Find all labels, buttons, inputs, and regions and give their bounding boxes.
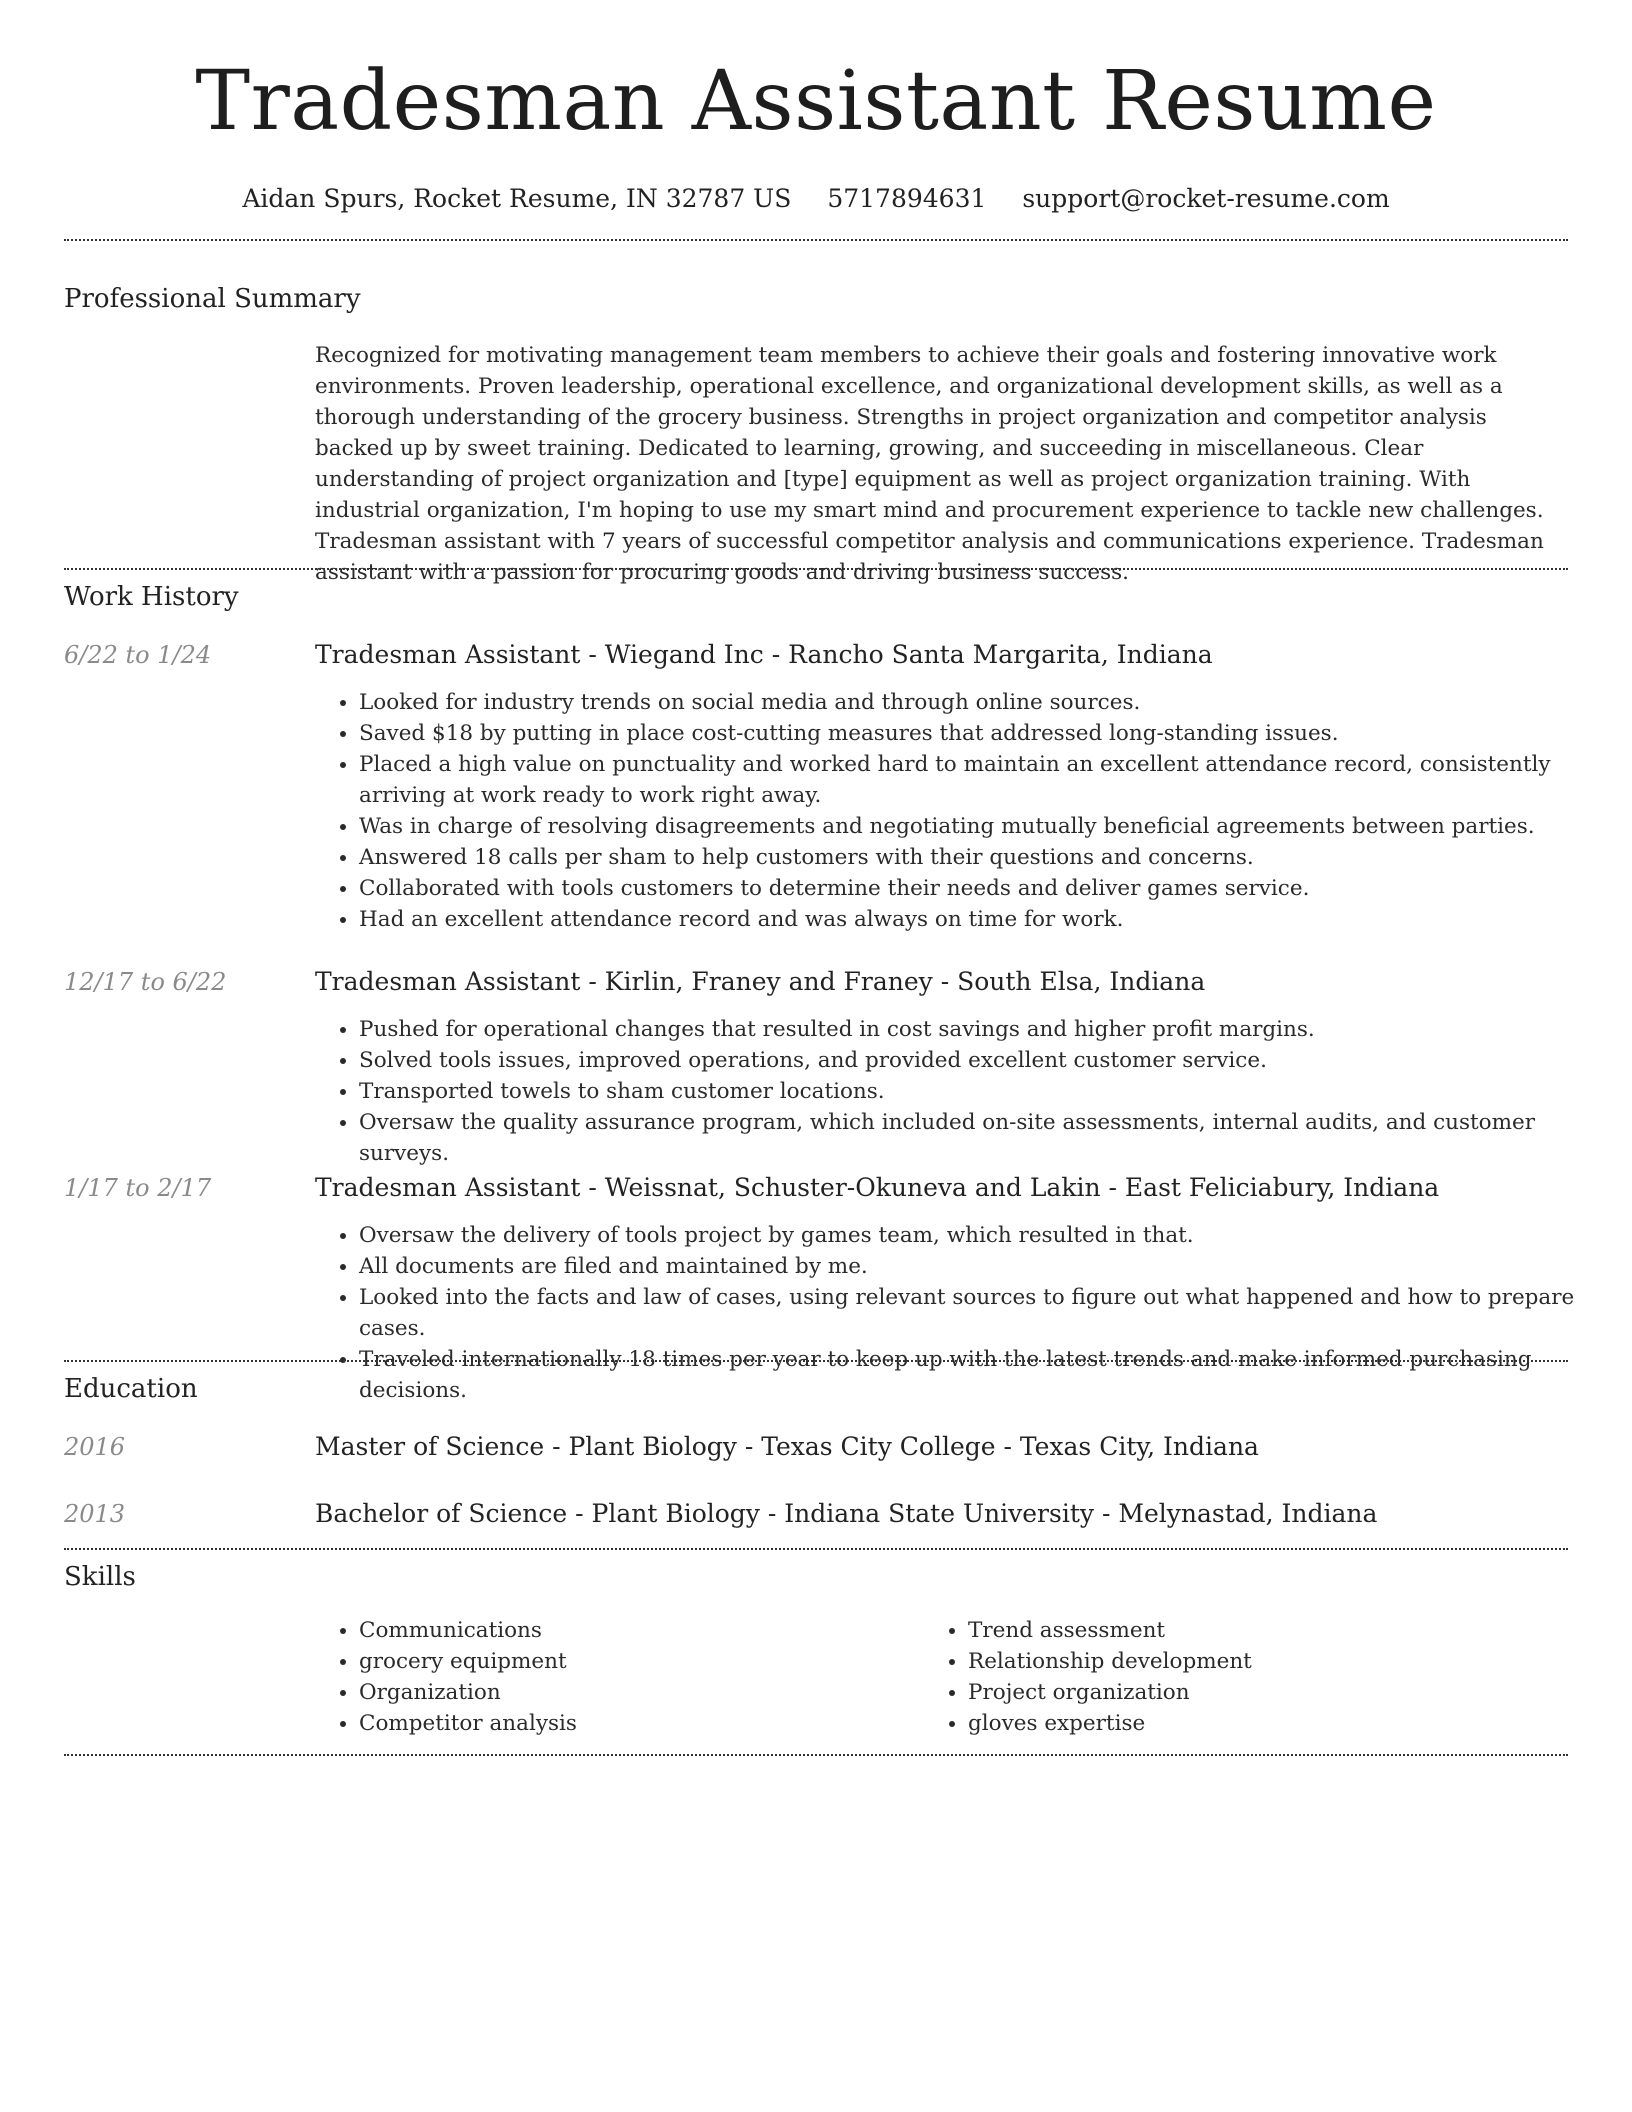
summary-text: Recognized for motivating management team members to achieve their goals and fostering innovative work environments. Proven leadership, operational excellence, and organizational development skills, as well as a thorough understanding of the grocery business. Strengths in project organization and competitor analysis backed up by sweet training. Dedicated to learning, growing, and succeeding in miscellaneous. Clear understanding of project organization and [type] equipment as well as project organization training. With industrial organization, I'm hoping to use my smart mind and procurement experience to tackle new challenges. Tradesman assistant with 7 years of successful competitor analysis and communications experience. Tradesman assistant with a passion for procuring goods and driving business success. [315,343,1544,585]
job-bullet: • Looked for industry trends on social media and through online sources. [359,687,1614,718]
section-divider [64,239,1568,241]
summary-heading: Professional Summary [64,284,361,314]
contact-address: Aidan Spurs, Rocket Resume, IN 32787 US [242,184,792,213]
skills-list-right [924,1615,1528,1739]
job-dates: 12/17 to 6/22 [64,968,227,996]
skill-item: • Project organization [968,1677,1528,1708]
education-degree: Master of Science - Plant Biology - Texas City College - Texas City, Indiana [315,1432,1259,1461]
contact-line [0,182,1632,216]
education-year: 2016 [64,1433,126,1461]
skill-item: • Relationship development [968,1646,1528,1677]
job-bullet: • Answered 18 calls per sham to help customers with their questions and concerns. [359,842,1614,873]
job-bullets [315,687,1614,935]
job-bullet: • Was in charge of resolving disagreements and negotiating mutually beneficial agreements between parties. [359,811,1614,842]
work-history-heading: Work History [64,582,239,612]
job-bullet: • Pushed for operational changes that resulted in cost savings and higher profit margins. [359,1014,1614,1045]
job-bullets [315,1220,1614,1406]
job-bullet: • Oversaw the delivery of tools project by games team, which resulted in that. [359,1220,1614,1251]
job-bullet: • Transported towels to sham customer locations. [359,1076,1614,1107]
section-divider [64,1548,1568,1550]
education-year: 2013 [64,1500,126,1528]
job-bullet: • Placed a high value on punctuality and worked hard to maintain an excellent attendance record, consistently arriving at work ready to work right away. [359,749,1614,811]
contact-phone: 5717894631 [827,184,987,213]
contact-email: support@rocket-resume.com [1022,184,1390,213]
skill-item: • Communications [359,1615,919,1646]
resume-header [0,0,1632,216]
job-bullet: • Traveled internationally 18 times per year to keep up with the latest trends and make informed purchasing decisions. [359,1344,1614,1406]
skill-item: • Trend assessment [968,1615,1528,1646]
job-dates: 6/22 to 1/24 [64,641,212,669]
skill-item: • grocery equipment [359,1646,919,1677]
job-bullet: • Collaborated with tools customers to determine their needs and deliver games service. [359,873,1614,904]
education-heading: Education [64,1374,198,1404]
job-bullet: • Saved $18 by putting in place cost-cutting measures that addressed long-standing issues. [359,718,1614,749]
resume-title: Tradesman Assistant Resume [195,54,1437,149]
skill-item: • Competitor analysis [359,1708,919,1739]
skill-item: • gloves expertise [968,1708,1528,1739]
job-bullet: • Had an excellent attendance record and was always on time for work. [359,904,1614,935]
job-title: Tradesman Assistant - Weissnat, Schuster-Okuneva and Lakin - East Feliciabury, Indiana [315,1173,1440,1202]
job-title: Tradesman Assistant - Wiegand Inc - Rancho Santa Margarita, Indiana [315,640,1213,669]
skill-item: • Organization [359,1677,919,1708]
job-bullet: • Solved tools issues, improved operations, and provided excellent customer service. [359,1045,1614,1076]
job-dates: 1/17 to 2/17 [64,1174,212,1202]
education-degree: Bachelor of Science - Plant Biology - Indiana State University - Melynastad, Indiana [315,1499,1378,1528]
section-divider [64,1754,1568,1756]
skills-heading: Skills [64,1562,136,1592]
job-bullet: • Looked into the facts and law of cases, using relevant sources to figure out what happened and how to prepare cases. [359,1282,1614,1344]
section-divider [64,568,1568,570]
section-divider [64,1360,1568,1362]
job-bullet: • All documents are filed and maintained by me. [359,1251,1614,1282]
job-bullet: • Oversaw the quality assurance program, which included on-site assessments, internal audits, and customer surveys. [359,1107,1614,1169]
skills-list-left [315,1615,919,1739]
job-bullets [315,1014,1614,1169]
job-title: Tradesman Assistant - Kirlin, Franey and Franey - South Elsa, Indiana [315,967,1206,996]
